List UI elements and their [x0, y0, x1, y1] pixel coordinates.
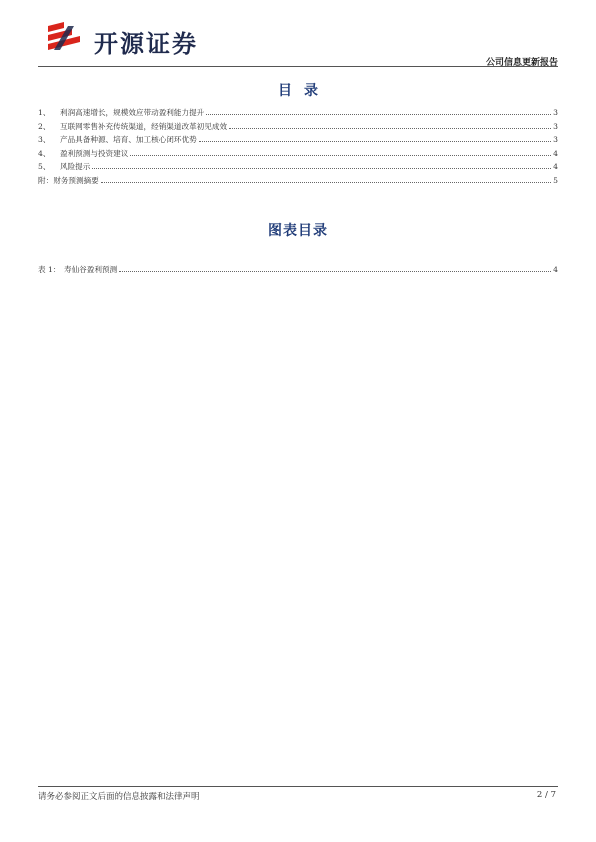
- toc-entry-page: 5: [553, 175, 558, 185]
- figure-list-title: 图表目录: [268, 223, 328, 239]
- toc-list: [38, 107, 558, 189]
- dot-leader: [92, 162, 551, 169]
- toc-entry-number: 附：: [38, 175, 54, 185]
- header-divider: [38, 66, 558, 67]
- page-number: 2 / 7: [536, 790, 556, 800]
- dot-leader: [130, 149, 551, 156]
- toc-entry-number: 1、: [38, 108, 51, 117]
- dot-leader: [229, 122, 551, 129]
- toc-entry-page: 3: [553, 121, 558, 131]
- toc-entry-label: 盈利预测与投资建议: [60, 148, 129, 158]
- toc-entry-page: 3: [553, 108, 558, 117]
- toc-entry-page: 4: [553, 162, 558, 172]
- figure-entry-page: 4: [553, 265, 558, 274]
- toc-entry[interactable]: [38, 134, 558, 148]
- toc-entry[interactable]: [38, 148, 558, 162]
- toc-entry-number: 4、: [38, 148, 51, 158]
- toc-entry[interactable]: [38, 161, 558, 175]
- toc-entry-number: 5、: [38, 162, 51, 172]
- toc-entry-appendix[interactable]: [38, 175, 558, 189]
- toc-entry-label: 利润高速增长，规模效应带动盈利能力提升: [60, 108, 205, 117]
- toc-entry-label: 产品具备种源、培育、加工核心闭环优势: [60, 135, 197, 145]
- brand-logo: [44, 18, 224, 58]
- dot-leader: [119, 265, 551, 272]
- figure-entry-number: 表 1：: [38, 265, 61, 274]
- toc-entry-label: 互联网零售补充传统渠道，经销渠道改革初见成效: [60, 121, 228, 131]
- disclaimer-note: 请务必参阅正文后面的信息披露和法律声明: [38, 792, 200, 802]
- toc-title: 目录: [278, 83, 330, 99]
- toc-entry-page: 4: [553, 148, 558, 158]
- figure-entry[interactable]: [38, 264, 558, 278]
- logo-mark-icon: [44, 20, 88, 54]
- dot-leader: [206, 108, 551, 115]
- report-type-label: 公司信息更新报告: [485, 58, 558, 68]
- toc-entry-number: 2、: [38, 121, 51, 131]
- toc-entry-page: 3: [553, 135, 558, 145]
- figure-entry-label: 寿仙谷盈利预测: [64, 265, 118, 274]
- dot-leader: [101, 176, 551, 183]
- dot-leader: [199, 135, 551, 142]
- toc-entry[interactable]: [38, 107, 558, 121]
- toc-entry-number: 3、: [38, 135, 51, 145]
- figure-list: [38, 264, 558, 278]
- footer-divider: [38, 786, 558, 787]
- toc-entry[interactable]: [38, 121, 558, 135]
- toc-entry-label: 财务预测摘要: [53, 175, 99, 185]
- logo-text: 开源证券: [94, 30, 198, 58]
- toc-entry-label: 风险提示: [60, 162, 91, 172]
